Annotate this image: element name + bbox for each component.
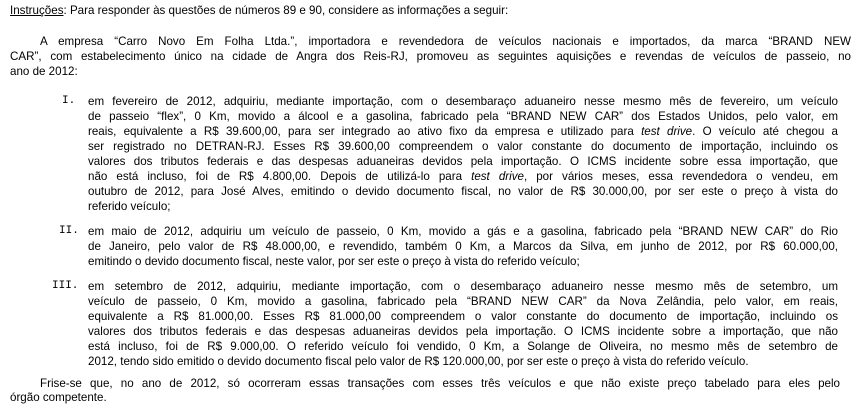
item-3-line-5: está incluso, foi de R$ 9.000,00. O referido veículo foi vendido, 0 Km, a Solange de Oliveira, no mesmo mês de setembro de [88,340,838,353]
closing-line-1: Frise-se que, no ano de 2012, só ocorreram essas transações com esses três veículos e que não existe preço tabelado para eles pelo [40,377,840,390]
closing-line-2: órgão competente. [10,391,107,404]
item-1-line-4: ser registrado no DETRAN-RJ. Esses R$ 39.600,00 compreendem o valor constante do documento de importação, incluindo os [88,140,838,153]
intro-line-2: CAR”, com estabelecimento único na cidade de Angra dos Reis-RJ, promoveu as seguintes aquisições e revendas de veículos de passeio, no [10,50,851,63]
item-3-line-1: em setembro de 2012, adquiriu, mediante importação, com o desembaraço aduaneiro nesse mesmo mês de setembro, um [88,280,838,293]
item-3-line-3: equivalente a R$ 81.000,00. Esses R$ 81.000,00 compreendem o valor constante do documento de importação, incluindo os [88,310,838,323]
item-3-line-2: veículo de passeio, 0 Km, movido a gasolina, fabricado pela “BRAND NEW CAR” da Nova Zelândia, pelo valor, em reais, [88,295,838,308]
item-2-line-1: em maio de 2012, adquiriu um veículo de passeio, 0 Km, movido a gás e a gasolina, fabricado pela “BRAND NEW CAR” do Rio [88,225,838,238]
intro-line-3: ano de 2012: [10,65,78,78]
item-1-line-1: em fevereiro de 2012, adquiriu, mediante importação, com o desembaraço aduaneiro nesse mesmo mês de fevereiro, um veículo [88,95,838,108]
item-3-line-6: 2012, tendo sido emitido o devido documento fiscal pelo valor de R$ 120.000,00, por ser este o preço à vista do referido veículo. [88,355,749,368]
item-2-numeral: II. [59,225,79,237]
instructions-label: Instruções [10,4,64,17]
item-1-line-2: de passeio “flex”, 0 Km, movido a álcool e a gasolina, fabricado pela “BRAND NEW CAR” dos Estados Unidos, pelo valor, em [88,110,838,123]
instructions-line [10,3,508,18]
item-1-line-8: referido veículo; [88,200,171,213]
item-1-line-7: outubro de 2012, para José Alves, emitindo o devido documento fiscal, no valor de R$ 30.000,00, por ser este o preço à vista do [88,185,838,198]
item-1-line-3: reais, equivalente a R$ 39.600,00, para ser integrado ao ativo fixo da empresa e utilizado para test drive. O veículo até chegou a [88,125,838,138]
intro-line-1: A empresa “Carro Novo Em Folha Ltda.”, importadora e revendedora de veículos nacionais e importados, da marca “BRAND NEW [40,35,851,48]
item-2-line-3: emitindo o devido documento fiscal, neste valor, por ser este o preço à vista do referido veículo; [88,255,580,268]
item-1-line-5: valores dos tributos federais e das despesas aduaneiras devidos pela importação. O ICMS incidente sobre essa importação, que [88,155,838,168]
item-1-line-6: não está incluso, foi de R$ 4.800,00. Depois de utilizá-lo para test drive, por vários meses, essa revendedora o vendeu, em [88,170,838,183]
item-2-line-2: de Janeiro, pelo valor de R$ 48.000,00, e revendido, também 0 Km, a Marcos da Silva, em junho de 2012, por R$ 60.000,00, [88,240,838,253]
item-3-numeral: III. [52,280,79,292]
item-1-numeral: I. [62,95,76,107]
instructions-text: : Para responder às questões de números 89 e 90, considere as informações a seguir: [63,4,509,17]
item-3-line-4: valores dos tributos federais e das despesas aduaneiras devidos pela importação. O ICMS incidente sobre a importação, que não [88,325,838,338]
